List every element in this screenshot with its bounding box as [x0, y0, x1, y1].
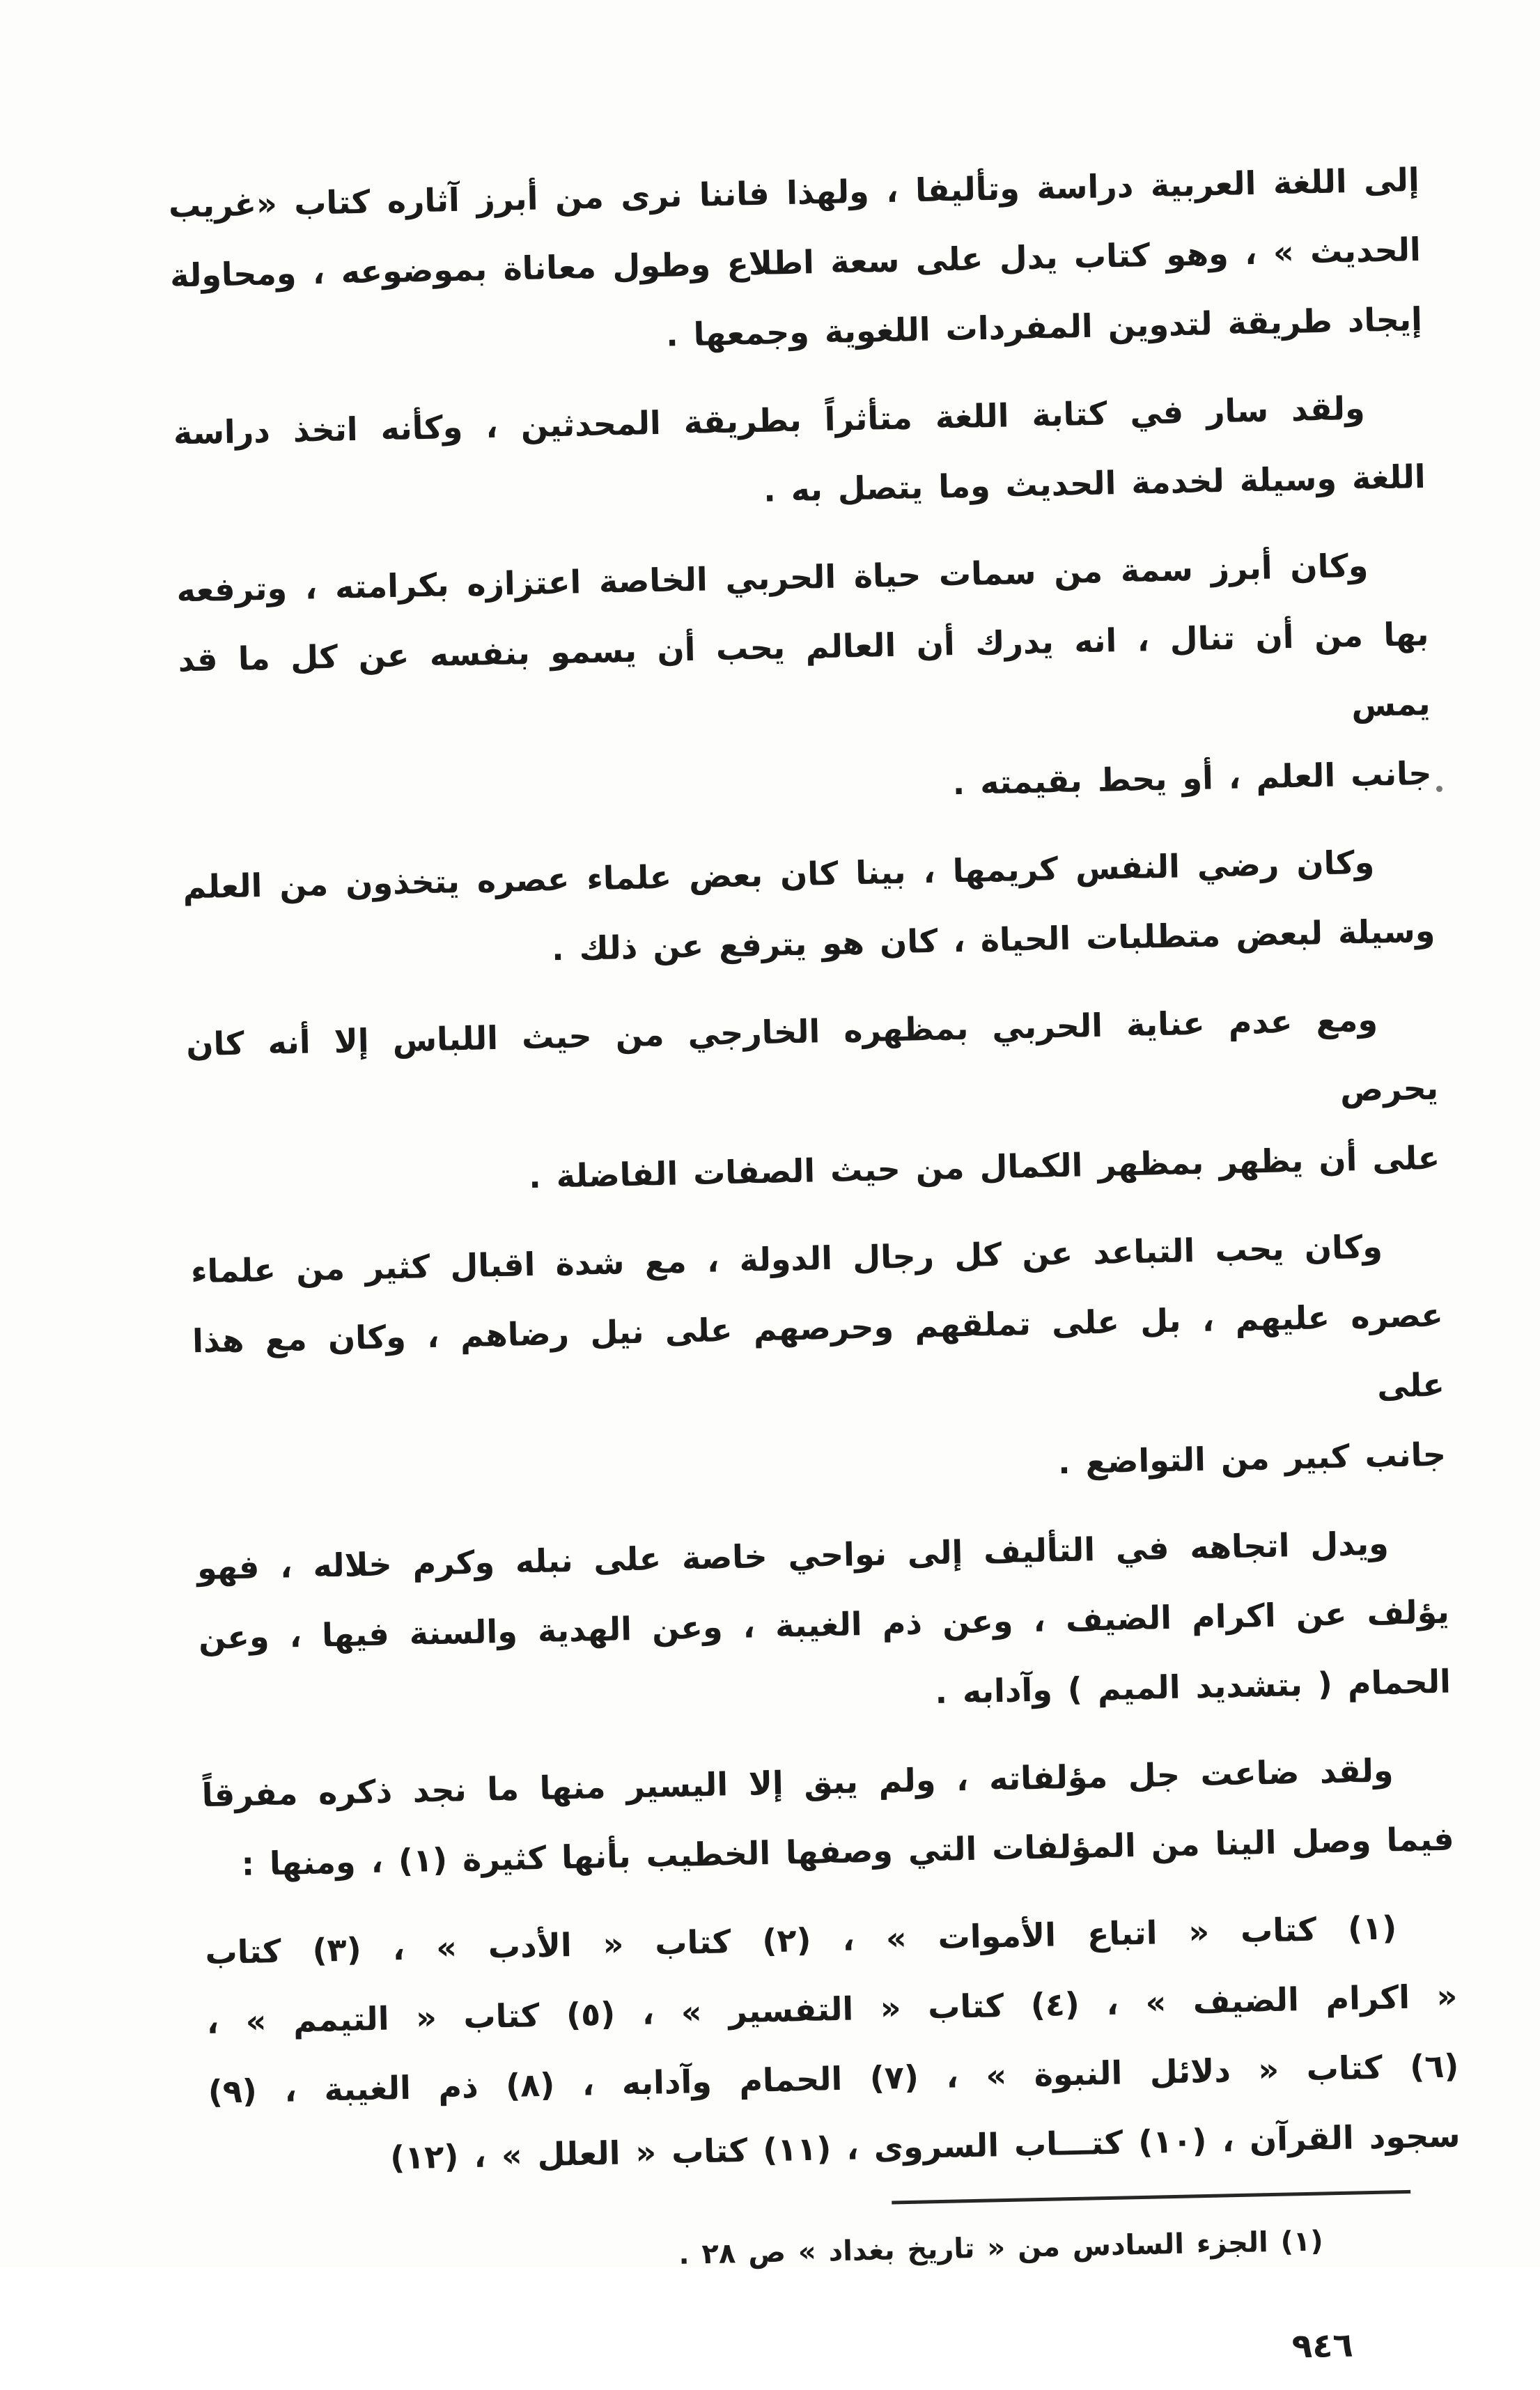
paragraph [168, 145, 1423, 380]
text-line: (١) كتاب « اتباع الأموات » ، (٢) كتاب « الأدب » ، (٣) كتاب [204, 1909, 1397, 1972]
text-line: اللغة وسيلة لخدمة الحديث وما يتصل به . [763, 457, 1426, 509]
text-line: عصره عليهم ، بل على تملقهم وحرصهم على نيل رضاهم ، وكان مع هذا على [192, 1296, 1445, 1405]
text-line: وكان أبرز سمة من سمات حياة الحربي الخاصة اعتزازه بكرامته ، وترفعه [176, 546, 1369, 610]
text-line: (٦) كتاب « دلائل النبوة » ، (٧) الحمام وآدابه ، (٨) ذم الغيبة ، (٩) [208, 2047, 1459, 2111]
paragraph [205, 1891, 1461, 2196]
paragraph [201, 1734, 1455, 1900]
text-line: ولقد ضاعت جل مؤلفاته ، ولم يبق إلا اليسير منها ما نجد ذكره مفرقاً [201, 1751, 1394, 1815]
paragraph [185, 984, 1440, 1219]
text-line: ويدل اتجاهه في التأليف إلى نواحي خاصة على نبله وكرم خلاله ، فهو [196, 1524, 1390, 1588]
paragraph [173, 372, 1426, 538]
text-line: وكان يحب التباعد عن كل رجال الدولة ، مع شدة اقبال كثير من علماء [190, 1227, 1383, 1291]
page-number: ٩٤٦ [1291, 2325, 1354, 2366]
footnote: (١) الجزء السادس من « تاريخ بغداد » ص ٢٨ . [678, 2225, 1324, 2271]
paragraph [176, 529, 1433, 835]
paragraph [196, 1507, 1452, 1743]
text-line: فيما وصل الينا من المؤلفات التي وصفها الخطيب بأنها كثيرة (١) ، ومنها : [241, 1819, 1455, 1883]
text-line: ولقد سار في كتابة اللغة متأثراً بطريقة المحدثين ، وكأنه اتخذ دراسة [173, 389, 1366, 452]
footnote-separator [892, 2190, 1410, 2205]
text-line: جانب العلم ، أو يحط بقيمته . [952, 754, 1433, 802]
text-line: على أن يظهر بمظهر الكمال من حيث الصفات الفاضلة . [528, 1138, 1440, 1196]
scan-speck-artifact [1436, 786, 1442, 792]
text-line: إيجاد طريقة لتدوين المفردات اللغوية وجمعها . [665, 300, 1423, 354]
text-line: الحمام ( بتشديد الميم ) وآدابه . [934, 1662, 1452, 1712]
text-line: ومع عدم عناية الحربي بمظهره الخارجي من حيث اللباس إلا أنه كان يحرص [185, 1000, 1439, 1109]
text-line: الحديث » ، وهو كتاب يدل على سعة اطلاع وطول معاناة بموضوعه ، ومحاولة [169, 230, 1422, 295]
text-line: يؤلف عن اكرام الضيف ، وعن ذم الغيبة ، وعن الهدية والسنة فيها ، وعن [198, 1592, 1450, 1657]
paragraph [190, 1211, 1447, 1516]
text-line: وسيلة لبعض متطلبات الحياة ، كان هو يترفع عن ذلك . [551, 911, 1436, 968]
text-line: بها من أن تنال ، انه يدرك أن العالم يحب أن يسمو بنفسه عن كل ما قد يمس [178, 614, 1431, 724]
text-line: سجود القرآن ، (١٠) كتـــاب السروى ، (١١) كتاب « العلل » ، (١٢) [389, 2116, 1461, 2177]
text-line: وكان رضي النفس كريمها ، بينا كان بعض علماء عصره يتخذون من العلم [182, 843, 1375, 906]
page-content [167, 125, 1465, 2390]
body-text [168, 145, 1461, 2196]
paragraph [182, 826, 1436, 992]
text-line: إلى اللغة العربية دراسة وتأليفا ، ولهذا فاننا نرى من أبرز آثاره كتاب «غريب [168, 160, 1420, 225]
text-line: جانب كبير من التواضع . [1057, 1435, 1447, 1482]
text-line: « اكرام الضيف » ، (٤) كتاب « التفسير » ، (٥) كتاب « التيمم » ، [206, 1977, 1458, 2042]
